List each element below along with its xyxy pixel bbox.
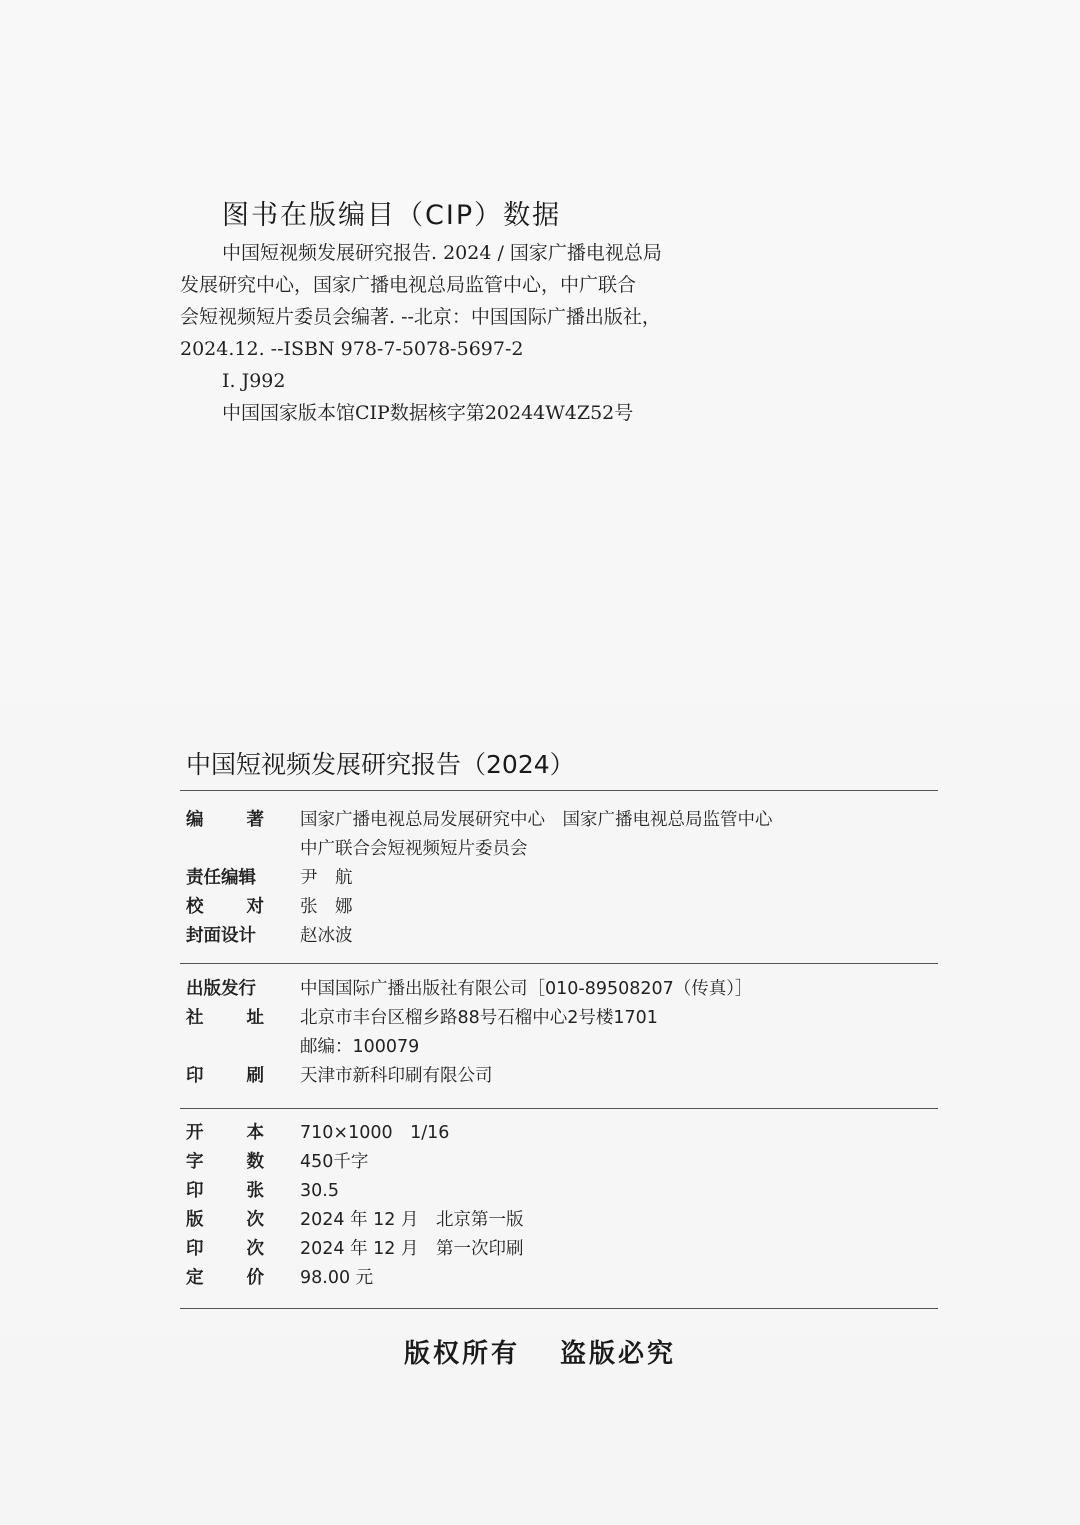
- pub-row-publisher: [186, 975, 946, 1004]
- cip-line: 中国短视频发展研究报告. 2024 / 国家广播电视总局: [222, 242, 662, 264]
- author-value: 国家广播电视总局发展研究中心 国家广播电视总局监管中心: [300, 810, 773, 830]
- spec-row-printing: [186, 1235, 946, 1264]
- price-value: 98.00 元: [300, 1268, 374, 1288]
- row-label: 印 张: [186, 1181, 264, 1201]
- credit-row-cover-design: [186, 922, 946, 951]
- cip-line: 会短视频短片委员会编著. --北京：中国国际广播出版社，: [180, 306, 661, 328]
- spec-row-price: [186, 1264, 946, 1293]
- cover-design-value: 赵冰波: [300, 926, 353, 946]
- editor-value: 尹 航: [300, 868, 353, 888]
- credit-row-proofreader: [186, 893, 946, 922]
- piracy-warning-text: 盗版必究: [560, 1339, 677, 1369]
- spec-row-sheets: [186, 1177, 946, 1206]
- pub-row-address: [186, 1004, 946, 1033]
- credit-row-editor: [186, 864, 946, 893]
- publisher-value: 中国国际广播出版社有限公司［010-89508207（传真）］: [300, 979, 753, 999]
- row-label: 字 数: [186, 1152, 264, 1172]
- divider: [180, 963, 938, 964]
- copyright-notice: [0, 1333, 1080, 1370]
- publishing-section: [186, 975, 946, 1091]
- cip-line: 发展研究中心，国家广播电视总局监管中心，中广联合: [180, 274, 637, 296]
- cip-line: Ⅰ. J992: [222, 370, 286, 392]
- postcode-value: 邮编：100079: [300, 1037, 420, 1057]
- row-label: 责任编辑: [186, 868, 256, 888]
- row-label: 封面设计: [186, 926, 256, 946]
- row-label: 开 本: [186, 1123, 264, 1143]
- edition-value: 2024 年 12 月 北京第一版: [300, 1210, 524, 1230]
- author-value-continued: 中广联合会短视频短片委员会: [300, 839, 528, 859]
- row-label: 编 著: [186, 810, 264, 830]
- row-label: 版 次: [186, 1210, 264, 1230]
- divider: [180, 790, 938, 791]
- divider: [180, 1308, 938, 1309]
- book-title: 中国短视频发展研究报告（2024）: [186, 750, 575, 779]
- rights-reserved-text: 版权所有: [403, 1339, 520, 1369]
- sheets-value: 30.5: [300, 1181, 339, 1201]
- address-value: 北京市丰台区榴乡路88号石榴中心2号楼1701: [300, 1008, 658, 1028]
- cip-line: 2024.12. --ISBN 978-7-5078-5697-2: [180, 338, 524, 360]
- format-value: 710×1000 1/16: [300, 1123, 450, 1143]
- spec-row-word-count: [186, 1148, 946, 1177]
- divider: [180, 1108, 938, 1109]
- cip-heading: 图书在版编目（CIP）数据: [222, 200, 562, 231]
- row-label: 校 对: [186, 897, 264, 917]
- word-count-value: 450千字: [300, 1152, 369, 1172]
- row-label: 出版发行: [186, 979, 256, 999]
- proofreader-value: 张 娜: [300, 897, 353, 917]
- pub-row-printer: [186, 1062, 946, 1091]
- cip-line: 中国国家版本馆CIP数据核字第20244W4Z52号: [222, 402, 634, 424]
- cip-record: [180, 237, 740, 429]
- spec-row-edition: [186, 1206, 946, 1235]
- row-label: 印 次: [186, 1239, 264, 1259]
- row-label: 社 址: [186, 1008, 264, 1028]
- printer-value: 天津市新科印刷有限公司: [300, 1066, 493, 1086]
- credits-section: [186, 806, 946, 951]
- spec-row-format: [186, 1119, 946, 1148]
- row-label: 定 价: [186, 1268, 264, 1288]
- printing-value: 2024 年 12 月 第一次印刷: [300, 1239, 524, 1259]
- row-label: 印 刷: [186, 1066, 264, 1086]
- specs-section: [186, 1119, 946, 1293]
- credit-row-author: [186, 806, 946, 835]
